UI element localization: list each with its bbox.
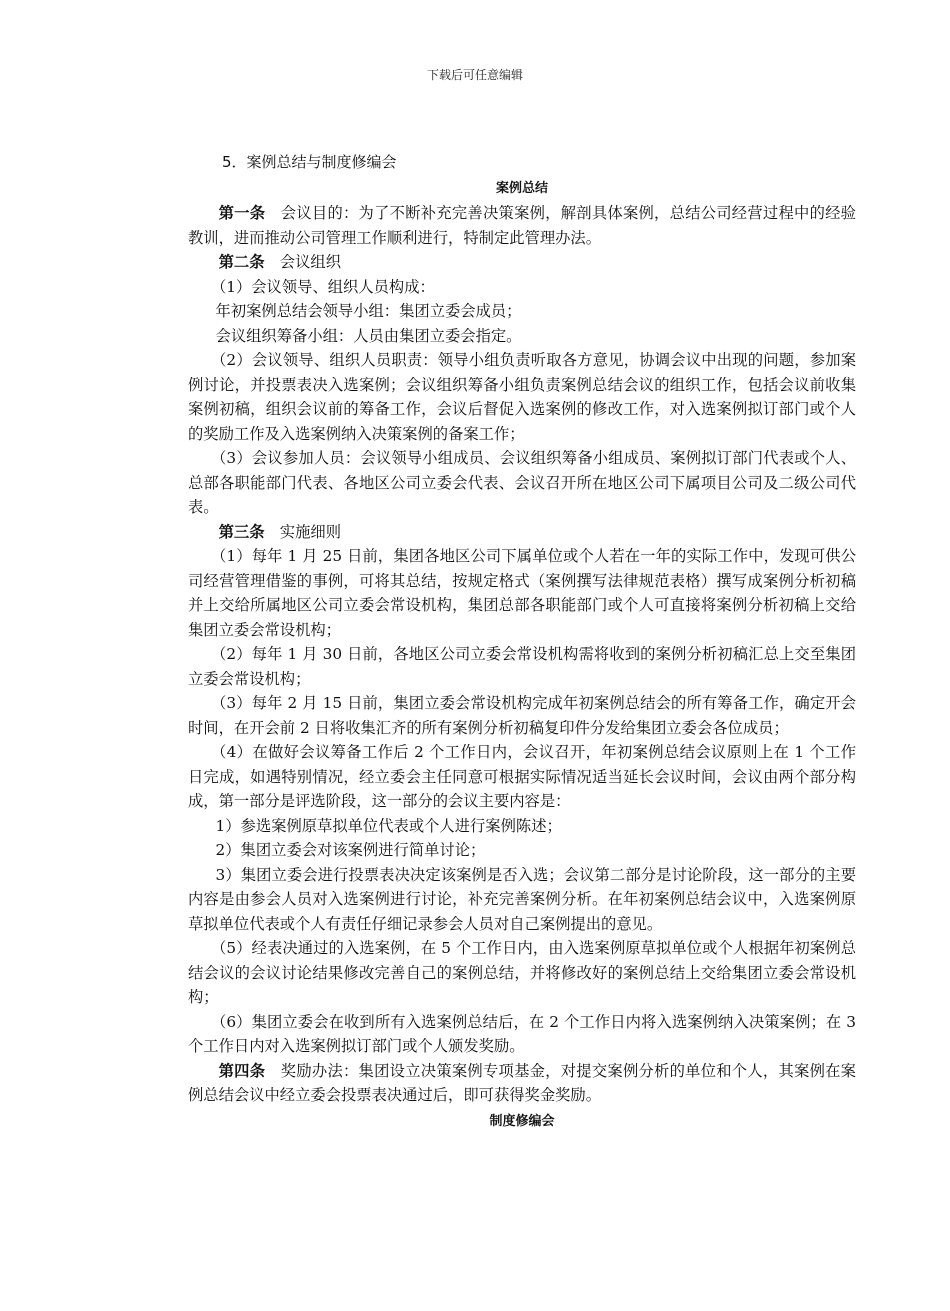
paragraph: （1）会议领导、组织人员构成：: [210, 277, 435, 296]
paragraph: （3）每年 2 月 15 日前，集团立委会常设机构完成年初案例总结会的所有筹备工作，确定开会时间，在开会前 2 日将收集汇齐的所有案例分析初稿复印件分发给集团立委会各位成员；: [188, 694, 856, 737]
paragraph: 会议组织筹备小组：人员由集团立委会指定。: [215, 326, 522, 345]
paragraph: 3）集团立委会进行投票表决决定该案例是否入选；会议第二部分是讨论阶段，这一部分的主要内容是由参会人员对入选案例进行讨论，补充完善案例分析。在年初案例总结会议中，入选案例原草拟单位代表或个人有责任仔细记录参会人员对自己案例提出的意见。: [188, 865, 856, 933]
paragraph: （1）每年 1 月 25 日前，集团各地区公司下属单位或个人若在一年的实际工作中，发现可供公司经营管理借鉴的事例，可将其总结，按规定格式（案例撰写法律规范表格）撰写成案例分析初稿并上交给所属地区公司立委会常设机构，集团总部各职能部门或个人可直接将案例分析初稿上交给集团立委会常设机构；: [188, 547, 856, 639]
document-body: [188, 150, 856, 1134]
section-title: 5．案例总结与制度修编会: [222, 153, 397, 171]
paragraph: （5）经表决通过的入选案例，在 5 个工作日内，由入选案例原草拟单位或个人根据年初案例总结会议的会议讨论结果修改完善自己的案例总结，并将修改好的案例总结上交给集团立委会常设机构；: [188, 939, 856, 1006]
paragraph: 1）参选案例原草拟单位代表或个人进行案例陈述；: [215, 816, 562, 835]
paragraph: （2）会议领导、组织人员职责：领导小组负责听取各方意见，协调会议中出现的问题，参加案例讨论，并投票表决入选案例；会议组织筹备小组负责案例总结会议的组织工作，包括会议前收集案例初稿，组织会议前的筹备工作，会议后督促入选案例的修改工作，对入选案例拟订部门或个人的奖励工作及入选案例纳入决策案例的备案工作；: [188, 351, 856, 443]
paragraph: 2）集团立委会对该案例进行简单讨论；: [215, 841, 486, 859]
paragraph: （4）在做好会议筹备工作后 2 个工作日内，会议召开，年初案例总结会议原则上在 1 个工作日完成，如遇特别情况，经立委会主任同意可根据实际情况适当延长会议时间，会议由两个部分构成，第一部分是评选阶段，这一部分的会议主要内容是：: [188, 743, 856, 810]
paragraph: （6）集团立委会在收到所有入选案例总结后，在 2 个工作日内将入选案例纳入决策案例；在 3 个工作日内对入选案例拟订部门或个人颁发奖励。: [188, 1012, 856, 1055]
page-header: 下载后可任意编辑: [426, 68, 523, 82]
paragraph: 年初案例总结会领导小组：集团立委会成员；: [215, 302, 522, 320]
subtitle-revision-meeting: 制度修编会: [489, 1113, 555, 1129]
subtitle-case-summary: 案例总结: [495, 181, 548, 196]
paragraph: （2）每年 1 月 30 日前，各地区公司立委会常设机构需将收到的案例分析初稿汇总上交至集团立委会常设机构；: [188, 645, 856, 688]
article-1: 第一条 会议目的：为了不断补充完善决策案例，解剖具体案例，总结公司经营过程中的经验教训，进而推动公司管理工作顺利进行，特制定此管理办法。: [188, 204, 856, 247]
article-2: 第二条 会议组织: [218, 253, 341, 271]
article-3: 第三条 实施细则: [218, 522, 341, 541]
article-4: 第四条 奖励办法：集团设立决策案例专项基金，对提交案例分析的单位和个人，其案例在案例总结会议中经立委会投票表决通过后，即可获得奖金奖励。: [188, 1061, 856, 1104]
paragraph: （3）会议参加人员：会议领导小组成员、会议组织筹备小组成员、案例拟订部门代表或个人、总部各职能部门代表、各地区公司立委会代表、会议召开所在地区公司下属项目公司及二级公司代表。: [188, 449, 856, 516]
